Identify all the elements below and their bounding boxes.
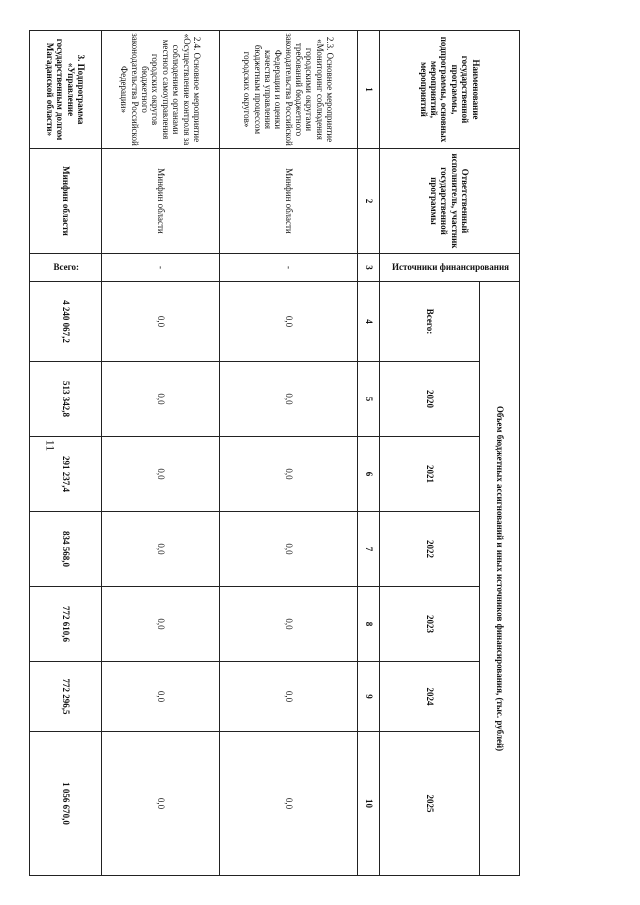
row-value: 0,0 — [220, 662, 358, 732]
row-value: 0,0 — [102, 587, 220, 662]
row-value: 0,0 — [220, 362, 358, 437]
row-value: 0,0 — [220, 732, 358, 876]
row-value: 0,0 — [220, 437, 358, 512]
header-year-2020: 2020 — [380, 362, 480, 437]
row-value: 0,0 — [220, 512, 358, 587]
row-value: 0,0 — [102, 662, 220, 732]
table-row — [220, 31, 358, 876]
col-number-3: 3 — [358, 254, 380, 282]
row-executor: Минфин области — [30, 149, 102, 254]
row-value: 4 240 067,2 — [30, 282, 102, 362]
header-year-2024: 2024 — [380, 662, 480, 732]
row-value: 1 056 670,0 — [30, 732, 102, 876]
col-number-1: 1 — [358, 31, 380, 149]
page-number: 11 — [43, 439, 58, 452]
col-number-4: 4 — [358, 282, 380, 362]
row-value: 0,0 — [102, 732, 220, 876]
row-source: - — [220, 254, 358, 282]
header-year-2023: 2023 — [380, 587, 480, 662]
col-number-2: 2 — [358, 149, 380, 254]
row-name: 2.3. Основное мероприятие «Мониторинг соблюдения городскими округами требований бюджетного законодательства Российской Федерации и оценки качества управления бюджетным процессом городских округов» — [220, 31, 358, 149]
row-value: 0,0 — [102, 362, 220, 437]
budget-table — [29, 30, 520, 876]
row-executor: Минфин области — [220, 149, 358, 254]
header-funding-title: Объем бюджетных ассигнований и иных источников финансирования, (тыс. рублей) — [480, 282, 520, 876]
col-number-6: 6 — [358, 437, 380, 512]
row-value: 772 610,6 — [30, 587, 102, 662]
col-number-10: 10 — [358, 732, 380, 876]
row-value: 513 342,8 — [30, 362, 102, 437]
row-name: 2.4. Основное мероприятие «Осуществление контроля за соблюдением органами местного самоуправления городских округов бюджетного законодательства Российской Федерации» — [102, 31, 220, 149]
row-source: - — [102, 254, 220, 282]
row-value: 291 237,4 — [30, 437, 102, 512]
row-source — [30, 254, 102, 282]
header-year-2021: 2021 — [380, 437, 480, 512]
row-executor: Минфин области — [102, 149, 220, 254]
table-row — [30, 31, 102, 876]
header-year-2025: 2025 — [380, 732, 480, 876]
row-value: 0,0 — [102, 437, 220, 512]
row-value: 0,0 — [102, 282, 220, 362]
row-value: 772 296,5 — [30, 662, 102, 732]
header-source — [380, 254, 520, 282]
row-value: 834 568,0 — [30, 512, 102, 587]
header-source-text: Источники финансирования — [392, 262, 510, 273]
header-executor: Ответственный исполнитель, участник государственной программы — [380, 149, 520, 254]
col-number-7: 7 — [358, 512, 380, 587]
row-source-text: Всего: — [53, 262, 80, 273]
col-number-5: 5 — [358, 362, 380, 437]
header-year-total: Всего: — [380, 282, 480, 362]
col-number-8: 8 — [358, 587, 380, 662]
row-value: 0,0 — [220, 282, 358, 362]
header-year-2022: 2022 — [380, 512, 480, 587]
row-value: 0,0 — [102, 512, 220, 587]
col-number-9: 9 — [358, 662, 380, 732]
row-value: 0,0 — [220, 587, 358, 662]
header-name: Наименование государственной программы, подпрограммы, основных мероприятий, мероприятий — [380, 31, 520, 149]
row-name: 3. Подпрограмма «Управление государственным долгом Магаданской области» — [30, 31, 102, 149]
table-row — [102, 31, 220, 876]
